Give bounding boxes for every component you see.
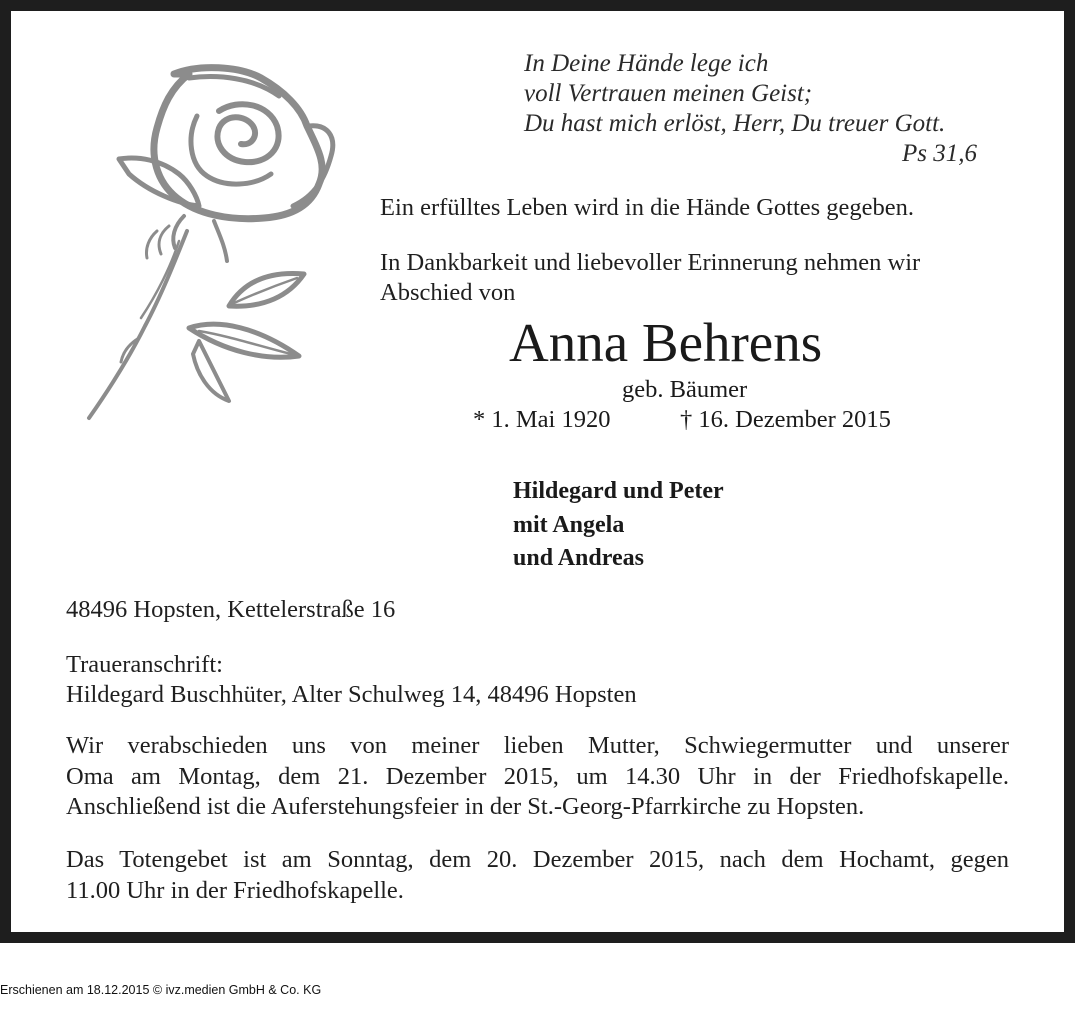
address: 48496 Hopsten, Kettelerstraße 16 — [66, 596, 396, 623]
mourners-list — [513, 475, 724, 576]
psalm-line: voll Vertrauen meinen Geist; — [524, 80, 813, 107]
prayer-line: 11.00 Uhr in der Friedhofskapelle. — [66, 876, 404, 904]
life-dates — [473, 405, 891, 435]
mourner: und Andreas — [513, 545, 644, 571]
farewell-line: Abschied von — [380, 279, 516, 306]
mourner: mit Angela — [513, 511, 625, 538]
prayer-line: Das Totengebet ist am Sonntag, dem 20. Dezember 2015, nach dem Hochamt, gegen — [66, 846, 1009, 873]
condolence-address: Hildegard Buschhüter, Alter Schulweg 14, 48496 Hopsten — [66, 681, 637, 708]
born-name: geb. Bäumer — [622, 376, 748, 403]
deceased-name: Anna Behrens — [509, 312, 823, 373]
prayer-paragraph — [66, 845, 1009, 906]
funeral-line: Wir verabschieden uns von meiner lieben Mutter, Schwiegermutter und unserer — [66, 732, 1009, 759]
condolence-label: Traueranschrift: — [66, 651, 223, 678]
mourner: Hildegard und Peter — [513, 478, 724, 504]
funeral-line: Oma am Montag, dem 21. Dezember 2015, um 14.30 Uhr in der Friedhofskapelle. — [66, 762, 1009, 790]
death-date: † 16. Dezember 2015 — [680, 406, 891, 433]
farewell-line: In Dankbarkeit und liebevoller Erinnerung nehmen wir — [380, 249, 921, 276]
birth-date: * 1. Mai 1920 — [473, 406, 611, 433]
psalm-quote — [524, 49, 977, 167]
funeral-paragraph — [66, 731, 1009, 823]
psalm-line: In Deine Hände lege ich — [524, 50, 769, 77]
rose-illustration — [79, 56, 349, 426]
psalm-reference: Ps 31,6 — [902, 140, 977, 167]
intro-line: Ein erfülltes Leben wird in die Hände Gottes gegeben. — [380, 194, 915, 221]
publication-footer: Erschienen am 18.12.2015 © ivz.medien GmbH & Co. KG — [0, 983, 322, 997]
funeral-line: Anschließend ist die Auferstehungsfeier in der St.-Georg-Pfarrkirche zu Hopsten. — [66, 793, 865, 820]
psalm-line: Du hast mich erlöst, Herr, Du treuer Gott. — [524, 110, 946, 137]
